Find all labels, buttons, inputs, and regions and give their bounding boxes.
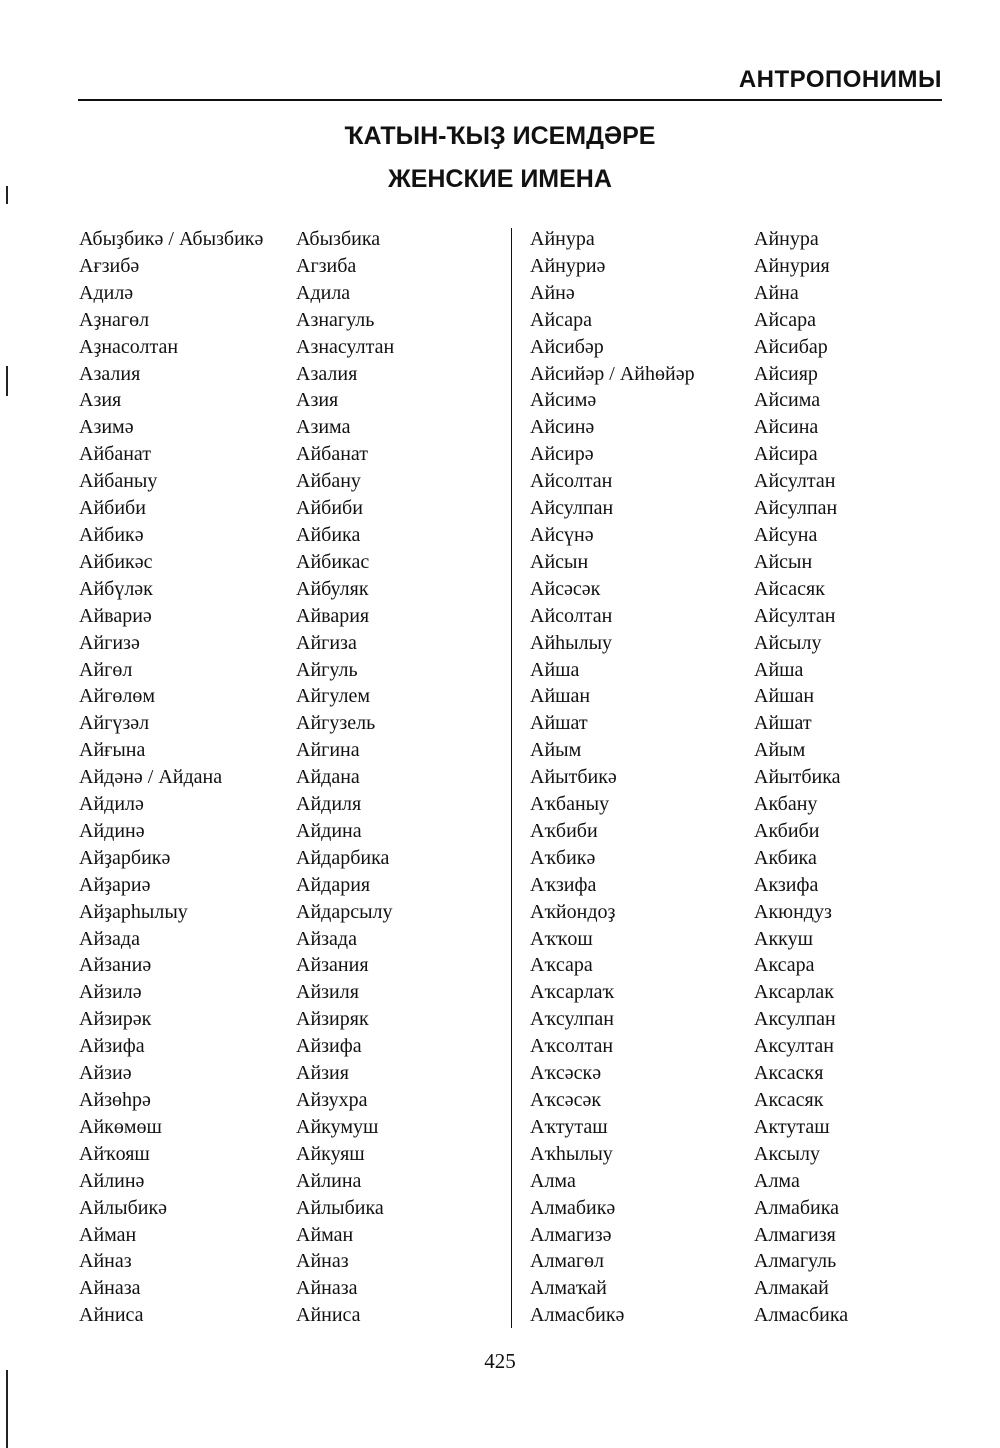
name-entry: Айсинә: [530, 416, 595, 439]
name-entry: Абызбика: [296, 228, 381, 250]
name-entry: Айзилә: [79, 981, 142, 1004]
name-entry: Айҙарһылыу: [79, 900, 188, 923]
name-entry: Айсуна: [754, 523, 818, 546]
name-entry: Айҙарбикә: [79, 846, 171, 869]
name-entry: Айсийәр / Айһөйәр: [530, 362, 695, 385]
name-entry: Аксара: [754, 954, 815, 977]
name-entry: Айсулпан: [754, 497, 838, 520]
name-entry: Айзифа: [79, 1035, 145, 1058]
name-entry: Алмагуль: [754, 1250, 837, 1273]
name-entry: Айсулпан: [530, 497, 614, 520]
name-entry: Айбанат: [296, 443, 369, 466]
name-entry: Айниса: [79, 1304, 144, 1327]
name-entry: Айсәсәк: [530, 577, 601, 600]
name-entry: Айдинә: [79, 819, 145, 842]
name-entry: Акзифа: [754, 873, 819, 896]
name-entry: Айна: [754, 281, 799, 304]
name-entry: Айгөлөм: [79, 685, 155, 708]
right-bashkir-column: [530, 226, 695, 1329]
name-entry: Айзухра: [296, 1089, 368, 1111]
name-entry: Акбиби: [754, 819, 820, 842]
name-entry: Айсултан: [754, 604, 836, 627]
name-entry: Азия: [296, 389, 339, 412]
name-entry: Айсара: [754, 308, 817, 331]
name-entry: Айсибар: [754, 335, 828, 358]
name-entry: Аҡзифа: [530, 873, 597, 896]
name-entry: Аккуш: [754, 927, 813, 950]
name-entry: Азалия: [79, 362, 141, 385]
name-entry: Айгуль: [296, 658, 358, 681]
name-entry: Айым: [530, 739, 582, 762]
name-entry: Айгиза: [296, 631, 357, 654]
name-entry: Айзада: [79, 927, 140, 950]
name-entry: Айниса: [296, 1304, 361, 1327]
name-entry: Айбикә: [79, 523, 144, 546]
name-entry: Акюндуз: [754, 900, 832, 923]
name-entry: Айдиля: [296, 793, 362, 816]
name-entry: Аҡбаныу: [530, 793, 610, 816]
name-entry: Айнура: [530, 228, 595, 250]
name-entry: Айман: [79, 1223, 137, 1246]
name-entry: Азия: [79, 389, 122, 412]
name-entry: Алмакай: [754, 1277, 829, 1300]
name-entry: Айбиби: [79, 497, 146, 520]
name-entry: Айдарбика: [296, 846, 390, 869]
name-entry: Аҡсәскә: [530, 1062, 602, 1085]
right-russian-column: [754, 226, 848, 1329]
name-entry: Акбану: [754, 793, 818, 816]
name-entry: Акбика: [754, 846, 817, 869]
name-entry: Азима: [296, 416, 351, 439]
name-entry: Аҙнасолтан: [79, 335, 179, 358]
name-entry: Айсибәр: [530, 335, 604, 358]
name-entry: Айлыбика: [296, 1196, 384, 1219]
name-entry: Айсултан: [754, 470, 836, 493]
name-entry: Аҡйондоҙ: [530, 900, 616, 923]
name-entry: Айсара: [530, 308, 593, 331]
name-entry: Айсылу: [754, 631, 822, 654]
name-entry: Алмабика: [754, 1196, 839, 1219]
name-entry: Алмаҡай: [530, 1277, 607, 1300]
name-entry: Айбүләк: [79, 577, 153, 600]
name-entry: Аҡсәсәк: [530, 1089, 602, 1111]
name-entry: Айгүзәл: [79, 712, 150, 735]
name-entry: Азимә: [79, 416, 134, 439]
name-entry: Айшат: [754, 712, 812, 735]
scan-edge-mark: [6, 186, 8, 204]
name-entry: Айша: [754, 658, 804, 681]
name-entry: Айдилә: [79, 793, 144, 816]
name-entry: Айбуляк: [296, 577, 369, 600]
scan-edge-mark: [6, 366, 8, 396]
name-entry: Айшан: [754, 685, 815, 708]
name-entry: Айзиряк: [296, 1008, 369, 1031]
name-entry: Айсын: [530, 550, 589, 573]
name-entry: Айлыбикә: [79, 1196, 168, 1219]
name-entry: Айсина: [754, 416, 819, 439]
name-entry: Айытбикә: [530, 766, 617, 789]
name-entry: Айдина: [296, 819, 362, 842]
name-entry: Айбиби: [296, 497, 363, 520]
name-entry: Айшат: [530, 712, 588, 735]
name-entry: Айкөмөш: [79, 1115, 162, 1138]
name-entry: Аксарлак: [754, 981, 834, 1004]
name-entry: Айгизә: [79, 631, 140, 654]
name-entry: Аксасяк: [754, 1089, 824, 1111]
name-entry: Айнурия: [754, 254, 830, 277]
name-entry: Айзифа: [296, 1035, 362, 1058]
name-entry: Айбанат: [79, 443, 152, 466]
name-entry: Айзаниә: [79, 954, 152, 977]
name-entry: Алмасбикә: [530, 1304, 625, 1327]
name-entry: Айдана: [296, 766, 360, 789]
name-entry: Азнагуль: [296, 308, 375, 331]
name-entry: Айнә: [530, 281, 575, 304]
name-entry: Айгина: [296, 739, 360, 762]
name-entry: Алмагөл: [530, 1250, 605, 1273]
column-divider: [511, 228, 512, 1328]
name-entry: Айҡояш: [79, 1142, 150, 1165]
name-entry: Айгулем: [296, 685, 370, 708]
name-entry: Айгузель: [296, 712, 376, 735]
name-entry: Алмабикә: [530, 1196, 616, 1219]
name-entry: Айназа: [79, 1277, 141, 1300]
name-entry: Адила: [296, 281, 351, 304]
name-entry: Айсүнә: [530, 523, 594, 546]
name-entry: Айназ: [296, 1250, 349, 1273]
name-entry: Аҡсарлаҡ: [530, 981, 614, 1004]
name-entry: Айзиә: [79, 1062, 132, 1085]
name-entry: Айман: [296, 1223, 354, 1246]
name-entry: Айсима: [754, 389, 821, 412]
name-entry: Айлинә: [79, 1169, 145, 1192]
name-entry: Айғына: [79, 739, 146, 762]
name-entry: Аҡбиби: [530, 819, 598, 842]
name-entry: Айзирәк: [79, 1008, 152, 1031]
name-entry: Агзиба: [296, 254, 357, 277]
name-entry: Айҙариә: [79, 873, 151, 896]
name-entry: Айнура: [754, 228, 819, 250]
section-title-russian: ЖЕНСКИЕ ИМЕНА: [388, 165, 612, 193]
name-entry: Алма: [754, 1169, 800, 1192]
name-entry: Алмагизә: [530, 1223, 612, 1246]
name-entry: Айдарсылу: [296, 900, 393, 923]
name-entry: Айсирә: [530, 443, 594, 466]
name-entry: Азнасултан: [296, 335, 395, 358]
running-title: АНТРОПОНИМЫ: [738, 66, 942, 93]
name-entry: Айназа: [296, 1277, 358, 1300]
name-entry: Абыҙбикә / Абызбикә: [79, 228, 264, 250]
name-entry: Айназ: [79, 1250, 132, 1273]
name-entry: Айсын: [754, 550, 813, 573]
name-entry: Аҡтуташ: [530, 1115, 608, 1138]
name-entry: Айгөл: [79, 658, 133, 681]
name-entry: Айлина: [296, 1169, 362, 1192]
name-entry: Алмагизя: [754, 1223, 836, 1246]
name-entry: Айзада: [296, 927, 357, 950]
name-entry: Айвария: [296, 604, 370, 627]
name-entry: Айсолтан: [530, 604, 613, 627]
name-entry: Аҡҡош: [530, 927, 593, 950]
name-entry: Айкуяш: [296, 1142, 365, 1165]
name-entry: Айсасяк: [754, 577, 825, 600]
name-entry: Айзия: [296, 1062, 349, 1085]
name-entry: Айша: [530, 658, 580, 681]
name-entry: Айдария: [296, 873, 371, 896]
name-entry: Аҡсара: [530, 954, 593, 977]
name-entry: Айым: [754, 739, 806, 762]
name-entry: Аксулпан: [754, 1008, 836, 1031]
name-entry: Айдәнә / Айдана: [79, 766, 223, 789]
name-entry: Актуташ: [754, 1115, 830, 1138]
name-entry: Айбикәс: [79, 550, 153, 573]
name-entry: Айсияр: [754, 362, 818, 385]
name-entry: Айбика: [296, 523, 361, 546]
name-entry: Ағзибә: [79, 254, 140, 277]
name-entry: Аҙнагөл: [79, 308, 150, 331]
name-entry: Айнуриә: [530, 254, 606, 277]
scan-edge-mark: [6, 1370, 8, 1448]
name-entry: Аҡһылыу: [530, 1142, 613, 1165]
name-entry: Айсолтан: [530, 470, 613, 493]
name-entry: Алма: [530, 1169, 576, 1192]
name-entry: Айбаныу: [79, 470, 158, 493]
name-entry: Аҡбикә: [530, 846, 596, 869]
left-russian-column: [296, 226, 394, 1329]
header-rule: [78, 99, 942, 101]
page-number: 425: [484, 1349, 516, 1373]
name-entry: Айсира: [754, 443, 818, 466]
name-entry: Айшан: [530, 685, 591, 708]
name-entry: Аҡсулпан: [530, 1008, 614, 1031]
section-title-bashkir: ҠАТЫН-ҠЫҘ ИСЕМДӘРЕ: [344, 122, 656, 150]
name-entry: Айвариә: [79, 604, 152, 627]
name-entry: Аҡсолтан: [530, 1035, 614, 1058]
name-entry: Айбану: [296, 470, 361, 493]
name-entry: Аксултан: [754, 1035, 834, 1058]
name-entry: Адилә: [79, 281, 134, 304]
name-entry: Айһылыу: [530, 631, 613, 654]
name-entry: Айбикас: [296, 550, 370, 573]
name-entry: Айзиля: [296, 981, 359, 1004]
name-entry: Айытбика: [754, 766, 841, 789]
name-entry: Айсимә: [530, 389, 597, 412]
name-entry: Алмасбика: [754, 1304, 849, 1327]
name-entry: Айкумуш: [296, 1115, 379, 1138]
name-entry: Айзөһрә: [79, 1089, 151, 1111]
name-entry: Аксылу: [754, 1142, 820, 1165]
name-entry: Аксаскя: [754, 1062, 824, 1085]
name-entry: Азалия: [296, 362, 358, 385]
name-entry: Айзания: [296, 954, 369, 977]
left-bashkir-column: [79, 226, 263, 1329]
